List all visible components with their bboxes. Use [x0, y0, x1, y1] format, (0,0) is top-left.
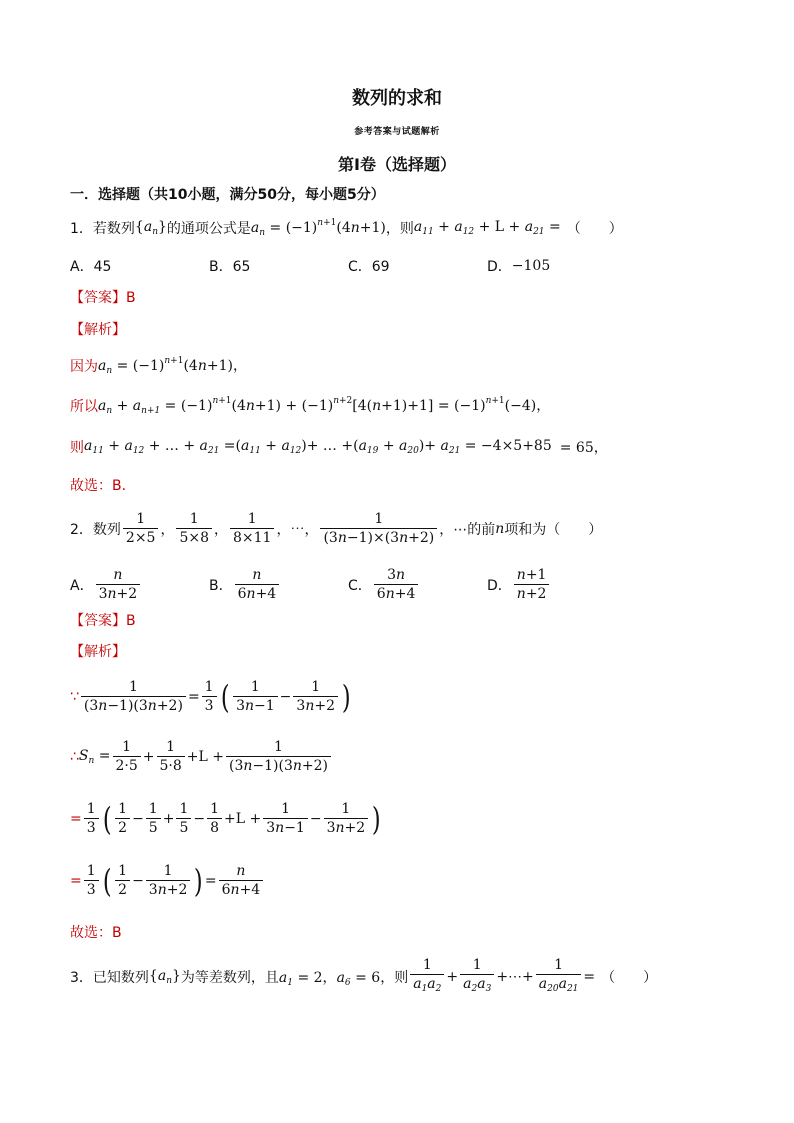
q1-then: ，则: [385, 221, 414, 237]
q1-option-b: B．65: [209, 259, 251, 275]
q1-answer: 【答案】B: [70, 290, 136, 306]
q2-step-1: ∵ $\frac{1}{(3n-1)(3n+2)}$ = $\frac{1}{3}$ ( $\frac{1}{3n-1}$ − $\frac{1}{3n+2}$ ): [70, 677, 351, 716]
document-subtitle: 参考答案与试题解析: [354, 127, 440, 137]
q2-term-2: $\frac{1}{5\times 8}$: [176, 510, 212, 547]
q1-step-3-math: $a_{11} + a_{12}$ + … + $a_{21} =(a_{11} + a_{12})+$ … $+(a_{19} + a_{20})+ a_{21} = -4\times 5+85$: [84, 438, 552, 456]
document-title: 数列的求和: [352, 88, 442, 109]
q1-prefix: 1．若数列: [70, 221, 135, 237]
q2-term-1: $\frac{1}{2\times 5}$: [123, 510, 159, 547]
q3-prefix: 3．已知数列: [70, 970, 149, 986]
q3-mid: 为等差数列，且: [180, 970, 279, 986]
q2-step-2: ∴ $S_n$ = $\frac{1}{2\cdot 5}$ + $\frac{1}{5\cdot 8}$ +L + $\frac{1}{(3n-1)(3n+2)}$: [70, 738, 333, 775]
q2-tail2: 项和为（ ）: [504, 521, 603, 538]
q1-option-a: A．45: [70, 259, 112, 275]
q2-n: n: [495, 520, 505, 537]
q2-analysis-label: 【解析】: [70, 644, 126, 660]
q2-option-a: A． $\frac{n}{3n+2}$: [70, 566, 142, 603]
q2-answer: 【答案】B: [70, 613, 136, 629]
q1-option-d: D． −105: [487, 258, 551, 275]
q1-step-1-math: $a_n = (-1)^{n+1}(4n+1)$，: [98, 356, 247, 376]
q2-prefix: 2．数列: [70, 521, 121, 538]
q2-term-3: $\frac{1}{8\times 11}$: [230, 510, 274, 547]
q1-analysis-label: 【解析】: [70, 322, 126, 338]
q2-choose: 故选：B: [70, 925, 122, 941]
q2-term-n: $\frac{1}{(3n-1)\times(3n+2)}$: [320, 510, 437, 547]
volume-heading: 第Ⅰ卷（选择题）: [338, 155, 456, 174]
q2-tail: ，⋯的前: [439, 521, 496, 538]
q1-option-c: C．69: [348, 259, 390, 275]
q2-option-c: C． $\frac{3n}{6n+4}$: [348, 566, 420, 603]
q3-end: （ ）: [601, 970, 658, 986]
q1-formula-math: $a_n = (-1)^{n+1}(4n+1)$: [250, 218, 386, 238]
q2-step-4: = $\frac{1}{3}$ ( $\frac{1}{2}$ − $\frac{1}{3n+2}$ ) = $\frac{n}{6n+4}$: [70, 862, 265, 899]
q3-seq-math: $\{a_n\}$: [148, 968, 181, 986]
q2-option-d: D． $\frac{n+1}{n+2}$: [487, 566, 551, 603]
q1-step-2-math: $a_n + a_{n+1} = (-1)^{n+1}(4n+1) + (-1)^{n+2}[4(n+1)+1] = (-1)^{n+1}(-4)$，: [98, 396, 551, 416]
q1-step-3: 则 $a_{11} + a_{12}$ + … + $a_{21} =(a_{11} + a_{12})+$ … $+(a_{19} + a_{20})+ a_{21} = -4\times 5+85$ = 65，: [70, 438, 608, 456]
q1-end: （ ）: [566, 221, 623, 237]
q1-step-2: 所以 $a_n + a_{n+1} = (-1)^{n+1}(4n+1) + (-1)^{n+2}[4(n+1)+1] = (-1)^{n+1}(-4)$，: [70, 396, 551, 416]
q2-step-3: = $\frac{1}{3}$ ( $\frac{1}{2}$ − $\frac{1}{5}$ + $\frac{1}{5}$ − $\frac{1}{8}$ +L + $\frac{1}{3n-1}$ − $\frac{1}{3n+2}$ ): [70, 799, 381, 838]
q1-mid: 的通项公式是: [166, 221, 251, 237]
q1-sum-math: $a_{11} + a_{12} + L + a_{21}$ =: [413, 219, 561, 237]
question-2: 2．数列 $\frac{1}{2\times 5}$ ， $\frac{1}{5\times 8}$ ， $\frac{1}{8\times 11}$ ，⋯， $\frac{1}{(3n-1)\times(3n+2)}$ ，⋯的前 n 项和为（ ）: [70, 511, 603, 546]
q1-seq-math: $\{a_n\}$: [134, 219, 167, 237]
section-heading: 一．选择题（共10小题，满分50分，每小题5分）: [70, 187, 385, 203]
q3-then: ，则: [380, 970, 409, 986]
question-1: [70, 218, 623, 238]
question-3: 3．已知数列 $\{a_n\}$ 为等差数列，且 $a_1 = 2$，$a_6 = 6$ ，则 $\frac{1}{a_1a_2}$ + $\frac{1}{a_2a_3}$ +⋯+ $\frac{1}{a_{20}a_{21}}$ = （ ）: [70, 956, 657, 998]
q2-option-b: B． $\frac{n}{6n+4}$: [209, 566, 281, 603]
q1-choose: 故选：B．: [70, 478, 136, 494]
q1-step-1: 因为 $a_n = (-1)^{n+1}(4n+1)$，: [70, 356, 247, 376]
q3-given-math: $a_1 = 2$，$a_6 = 6$: [278, 969, 381, 988]
